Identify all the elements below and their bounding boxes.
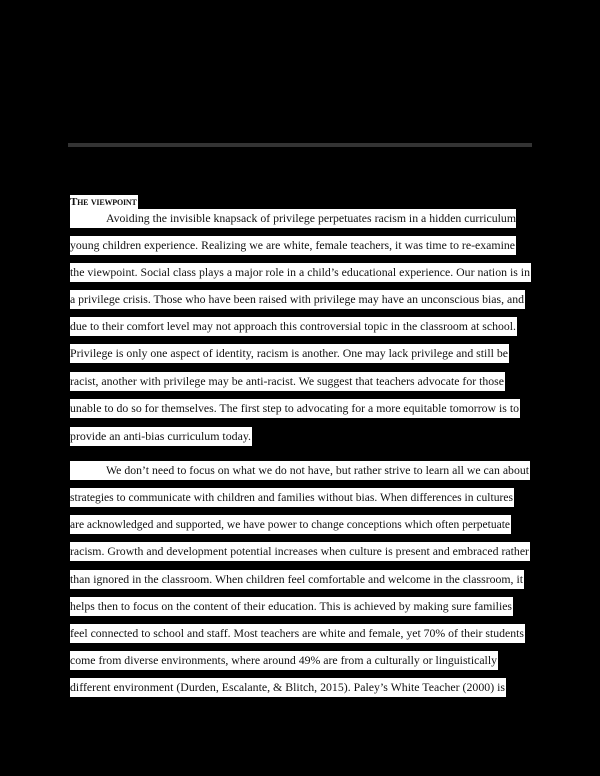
paragraph-1-line-2: young children experience. Realizing we are white, female teachers, it was time to re-examine [70,236,516,255]
paragraph-2-line-4: racism. Growth and development potential increases when culture is present and embraced rather [70,542,530,561]
paragraph-2-line-5: than ignored in the classroom. When children feel comfortable and welcome in the classroom, it [70,570,524,589]
header-rule [68,143,532,147]
section-heading: The viewpoint [70,196,137,208]
paragraph-2-line-8: come from diverse environments, where around 49% are from a culturally or linguistically [70,651,498,670]
paragraph-1-line-8: unable to do so for themselves. The first step to advocating for a more equitable tomorrow is to [70,399,520,418]
paragraph-1-line-7: racist, another with privilege may be anti-racist. We suggest that teachers advocate for those [70,372,505,391]
paragraph-2-line-2: strategies to communicate with children and families without bias. When differences in cultures [70,488,514,507]
paragraph-2-line-3: are acknowledged and supported, we have power to change conceptions which often perpetuate [70,515,511,534]
paragraph-1-line-4: a privilege crisis. Those who have been raised with privilege may have an unconscious bias, and [70,290,525,309]
paragraph-1-line-9: provide an anti-bias curriculum today. [70,427,252,446]
paragraph-1-line-1: Avoiding the invisible knapsack of privilege perpetuates racism in a hidden curriculum [70,209,516,228]
paragraph-2-line-1: We don’t need to focus on what we do not have, but rather strive to learn all we can about [70,461,530,480]
paragraph-1-line-3: the viewpoint. Social class plays a major role in a child’s educational experience. Our nation is in [70,263,531,282]
paragraph-2-line-7: feel connected to school and staff. Most teachers are white and female, yet 70% of their students [70,624,525,643]
paragraph-1-line-5: due to their comfort level may not approach this controversial topic in the classroom at school. [70,317,517,336]
paragraph-2-line-6: helps then to focus on the content of their education. This is achieved by making sure families [70,597,513,616]
paragraph-2-line-9: different environment (Durden, Escalante, & Blitch, 2015). Paley’s White Teacher (2000) is [70,678,506,697]
paragraph-1-line-6: Privilege is only one aspect of identity, racism is another. One may lack privilege and still be [70,344,509,363]
